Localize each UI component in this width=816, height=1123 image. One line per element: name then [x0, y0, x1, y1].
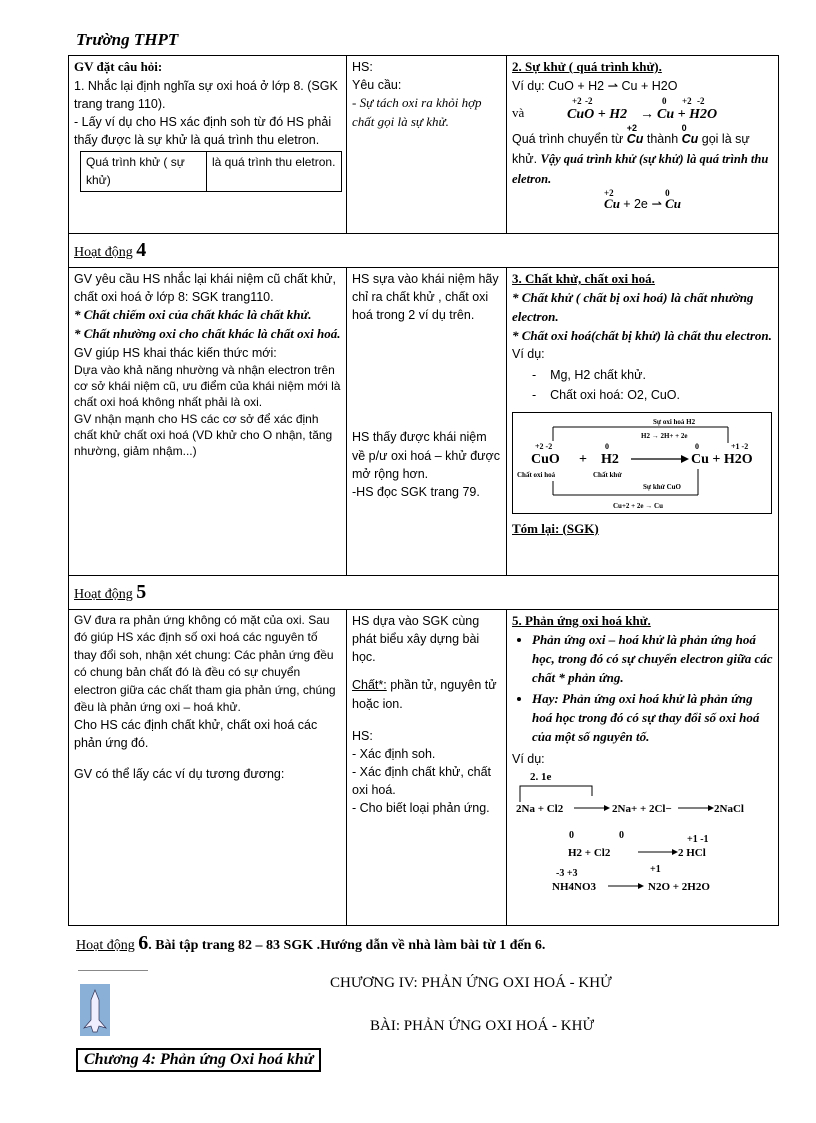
row1-line1: 1. Nhắc lại định nghĩa sự oxi hoá ở lớp 8. (SGK trang trang 110). — [74, 78, 338, 111]
ox-h-right: +2 — [682, 95, 692, 106]
row3-hs: HS: — [352, 728, 373, 743]
inner-cell-2: là quá trình thu eletron. — [207, 152, 342, 192]
row2-mid-p2: HS thấy được khái niệm về p/ư oxi hoá – khử được mở rộng hơn. — [352, 430, 500, 481]
row3-l2: - Xác định chất khử, chất oxi hoá. — [352, 764, 491, 797]
lesson-table — [68, 55, 779, 926]
p1b: thành — [646, 131, 679, 146]
lesson-title: BÀI: PHẢN ỨNG OXI HOÁ - KHỬ — [370, 1018, 595, 1034]
chapter-title: CHƯƠNG IV: PHẢN ỨNG OXI HOÁ - KHỬ — [330, 975, 612, 991]
ox-b: 0 — [681, 122, 687, 133]
r1-e: 2. 1e — [530, 771, 552, 784]
vd3: Ví dụ: — [512, 751, 545, 766]
row1-line2: - Lấy ví dụ cho HS xác định soh từ đó HS phải thấy được là sự khử là quá trình thu eletron. — [74, 115, 332, 148]
row1-content-cell — [507, 56, 779, 234]
inner-cell-1: Quá trình khử ( sự khử) — [81, 152, 207, 192]
diag-cu-ox: 0 — [695, 441, 699, 451]
ox-cu-right: 0 — [662, 95, 667, 106]
section3-title: 3. Chất khử, chất oxi hoá. — [512, 271, 655, 286]
r2-ox3: +1 -1 — [687, 834, 709, 846]
p1c: gọi là sự khử. — [512, 131, 750, 166]
diag-h2: H2 — [601, 451, 619, 467]
row1-answer: - Sự tách oxi ra khỏi hợp chất gọi là sự khử. — [352, 95, 482, 130]
act4-label: Hoạt động — [74, 245, 133, 260]
r1-a: 2Na + Cl2 — [516, 803, 564, 816]
row3-mid-p2: phần tử, nguyên tử hoặc ion. — [352, 678, 497, 711]
eq2-left: CuO + H2 — [567, 106, 628, 122]
diag-bottom: Sự khử CuO — [643, 482, 681, 491]
summary: Tóm lại: (SGK) — [512, 520, 599, 536]
row1-inner-table — [80, 151, 342, 192]
row2-student-cell — [347, 268, 507, 576]
row2-teacher-cell — [69, 268, 347, 576]
row3-mid-p1: HS dựa vào SGK cùng phát biểu xây dựng bài học. — [352, 614, 480, 665]
p1d: Vậy quá trình khử (sự khử) là quá trình thu eletron. — [512, 151, 769, 186]
section2-title: 2. Sự khử ( quá trình khử). — [512, 59, 662, 74]
diag-top2: H2 → 2H+ + 2e — [641, 431, 688, 440]
section5-title: 5. Phản ứng oxi hoá khử. — [512, 613, 651, 628]
vd2: Ví dụ: — [512, 347, 545, 362]
diag-cuo-ox: +2 -2 — [535, 441, 553, 451]
r2-ox1: 0 — [569, 830, 574, 842]
r2-a: H2 + Cl2 — [568, 847, 611, 860]
cu-d: Cu — [665, 195, 681, 211]
row-section-3 — [69, 268, 779, 576]
act5-label: Hoạt động — [74, 587, 133, 602]
bullet-2: • Hay: Phản ứng oxi hoá khử là phản ứng hoá học trong đó có sự thay đổi số oxi hoá của một số nguyên tố. — [532, 690, 773, 747]
r1-b: 2Na+ + 2Cl− — [612, 803, 672, 816]
row3-p3: GV có thể lấy các ví dụ tương đương: — [74, 766, 285, 781]
def-oxidizer: * Chất oxi hoá(chất bị khử) là chất thu electron. — [512, 327, 772, 343]
row1-student-cell — [347, 56, 507, 234]
p1a: Quá trình chuyển từ — [512, 131, 624, 146]
header-school: Trường THPT — [76, 30, 179, 49]
act6-text: . Bài tập trang 82 – 83 SGK .Hướng dẫn về nhà làm bài từ 1 đến 6. — [148, 938, 546, 953]
diag-top: Sự oxi hoá H2 — [653, 417, 696, 426]
bullet-1: • Phản ứng oxi – hoá khử là phản ứng hoá học, trong đó có sự chuyển electron giữa các chất * phản ứng. — [532, 631, 773, 688]
act4-num: 4 — [136, 239, 147, 261]
oxidizer-example: Chất oxi hoá: O2, CuO. — [550, 387, 680, 402]
space-shuttle-icon — [80, 984, 110, 1036]
arrow-icon: → — [640, 106, 654, 122]
cu-c: Cu — [604, 195, 620, 211]
row3-l1: - Xác định soh. — [352, 746, 436, 761]
activity-4-header — [69, 234, 779, 268]
row1-hs: HS: — [352, 60, 373, 74]
activity-5-header — [69, 576, 779, 610]
r2-b: 2 HCl — [678, 847, 706, 860]
eq2-va: và — [512, 104, 525, 120]
divider — [78, 970, 148, 971]
chapter-box: Chương 4: Phản ứng Oxi hoá khử — [76, 1048, 321, 1072]
diag-label-reducer: Chất khử — [593, 470, 622, 479]
ox-d: 0 — [665, 187, 670, 198]
eq2-right: Cu + H2O — [657, 106, 718, 122]
eq1: CuO + H2 ⇀ Cu + H2O — [548, 78, 678, 93]
ox-a: +2 — [626, 122, 637, 133]
r3-ox2: +1 — [650, 864, 661, 876]
ox-c: +2 — [604, 187, 614, 198]
row3-p2: Cho HS các định chất khử, chất oxi hoá các phản ứng đó. — [74, 718, 318, 751]
def-reducer: * Chất khử ( chất bị oxi hoá) là chất nhường electron. — [512, 289, 754, 324]
row2-p3: * Chất nhường oxi cho chất khác là chất oxi hoá. — [74, 326, 341, 342]
row3-p1: GV đưa ra phản ứng không có mặt của oxi. Sau đó giúp HS xác định số oxi hoá các nguyên tố thay đổi soh, nhận xét chung: Các phản ứng đều có chung bản chất đó là đều có sự chuyển electron giữa các chất tham gia phản ứng, chúng đều là phản ứng oxi – hoá khử. — [74, 613, 336, 714]
row2-p1: GV yêu cầu HS nhắc lại khái niệm cũ chất khử, chất oxi hoá ở lớp 8: SGK trang110. — [74, 272, 336, 305]
ox-cu-left: +2 — [572, 95, 582, 106]
row2-mid-p3: -HS đọc SGK trang 79. — [352, 484, 480, 499]
diag-cuo: CuO — [531, 451, 560, 467]
diag-plus: + — [579, 451, 587, 467]
diag-bottom2: Cu+2 + 2e → Cu — [613, 501, 663, 510]
r3-b: N2O + 2H2O — [648, 881, 710, 894]
ox-o-left: -2 — [585, 95, 593, 106]
activity-6-line — [76, 932, 545, 955]
ox-o-right: -2 — [697, 95, 705, 106]
row2-p2: * Chất chiếm oxi của chất khác là chất khử. — [74, 307, 312, 323]
diag-label-oxidizer: Chất oxi hoá — [517, 470, 556, 479]
reducer-example: Mg, H2 chất khử. — [550, 367, 646, 382]
act6-label: Hoạt động — [76, 938, 135, 953]
row1-req: Yêu cầu: — [352, 78, 402, 93]
act5-num: 5 — [136, 581, 147, 603]
diag-products: Cu + H2O — [691, 451, 753, 467]
reaction-examples — [512, 768, 772, 898]
r2-ox2: 0 — [619, 830, 624, 842]
r3-a: NH4NO3 — [552, 881, 596, 894]
row3-content-cell — [507, 610, 779, 926]
vd-label: Ví dụ: — [512, 78, 545, 93]
row2-p5: Dựa vào khả năng nhường và nhận electron trên cơ sở khái niệm cũ, ưu điểm của khái niệm mới là chất oxi hoá không nhất phải là oxi. — [74, 363, 341, 410]
row-section-5 — [69, 610, 779, 926]
eq3: + 2e ⇀ — [623, 196, 662, 211]
cu-b: Cu — [681, 131, 699, 146]
row2-p4: GV giúp HS khai thác kiến thức mới: — [74, 345, 277, 360]
row3-l3: - Cho biết loại phản ứng. — [352, 801, 490, 816]
cu-a: Cu — [626, 131, 644, 146]
r3-ox1: -3 +3 — [556, 868, 578, 880]
row3-chat: Chất*: — [352, 678, 387, 693]
r1-c: 2NaCl — [714, 803, 744, 816]
row3-student-cell — [347, 610, 507, 926]
redox-diagram — [512, 412, 772, 514]
eq2-svg — [512, 95, 772, 123]
row2-mid-p1: HS sựa vào khái niệm hãy chỉ ra chất khử , chất oxi hoá trong 2 ví dụ trên. — [352, 272, 499, 323]
row2-p6: GV nhận mạnh cho HS các cơ sở để xác định chất khử chất oxi hoá (VD khử cho O nhận, tăng nhường, giảm nhậm...) — [74, 411, 333, 458]
diag-h2-ox: 0 — [605, 441, 609, 451]
act6-num: 6 — [138, 932, 149, 954]
row1-teacher-cell — [69, 56, 347, 234]
row-section-2 — [69, 56, 779, 234]
row2-content-cell: 3. Chất khử, chất oxi hoá. * Chất khử ( chất bị oxi hoá) là chất nhường electron. * Chất oxi hoá(chất bị khử) là chất thu electron. Ví dụ: - Mg, H2 chất khử. - Chất oxi hoá: O2, CuO. Sự oxi hoá H2 H2 → 2H+ + 2e +2 -2 CuO + 0 H2 0 +1 -2 Cu + H2O Chất oxi hoá Chất khử Sự khử CuO Cu+2 + 2e → Cu Tóm lại: (SGK) — [507, 268, 779, 576]
row1-title: GV đặt câu hỏi: — [74, 59, 163, 74]
diag-h2o-ox: +1 -2 — [731, 441, 749, 451]
row3-teacher-cell — [69, 610, 347, 926]
diag-arrow-icon — [681, 455, 689, 463]
